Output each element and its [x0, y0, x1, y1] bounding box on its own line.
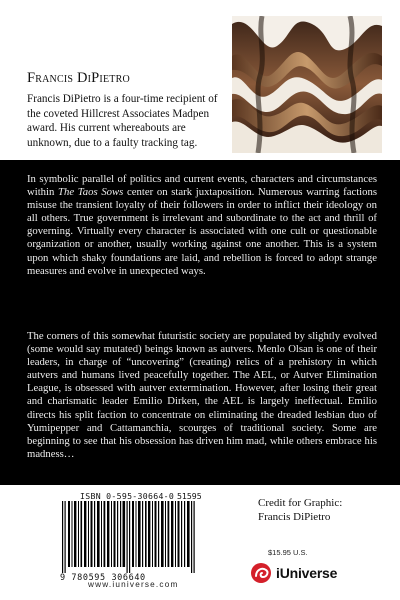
author-bio: Francis DiPietro is a four-time recipient of the coveted Hillcrest Associates Madpen award. His current whereabouts are unknown, due to a faulty tracking tag.: [27, 93, 218, 149]
publisher-website: www.iuniverse.com: [88, 580, 179, 589]
book-title-inline: The Taos Sows: [58, 186, 124, 199]
barcode-icon: [60, 501, 210, 573]
author-section: [0, 0, 400, 160]
price-code: 51595: [177, 491, 202, 501]
price-label: $15.95 U.S.: [268, 548, 308, 557]
synopsis-text: In symbolic parallel of politics and current events, characters and circumstances within: [27, 173, 377, 199]
credit-line-2: Francis DiPietro: [258, 510, 331, 523]
author-name: Francis DiPietro: [27, 70, 130, 86]
credit-line-1: Credit for Graphic:: [258, 497, 343, 509]
graphic-credit: [258, 497, 342, 524]
ean-number: 9 780595 306640: [60, 573, 146, 583]
abstract-art-graphic: [232, 16, 382, 153]
synopsis-text: center on stark juxtaposition. Numerous warring factions misuse the transient loyalty of their followers in order to inflict their ideology on all others. True government is irrelevant and subordinate to the act and thrill of governing. Virtually every character is associated with one cult or questionable organization or another, usually working against one another. This is a system upon which shaky foundations are laid, and rebellion is forced to adopt strange measures and evolve in unexpected ways.: [27, 186, 377, 277]
synopsis-paragraph-1: [27, 173, 377, 278]
swirl-logo-icon: [250, 562, 272, 584]
synopsis-paragraph-2: The corners of this somewhat futuristic society are populated by slightly evolved (some would say mutated) beings known as autvers. Menlo Olsan is one of their leaders, in charge of “uncovering” (creating) relics of a prehistory in which autvers and humans lived peacefully together. The AEL, or Autver Elimination League, is obsessed with autver extermination. However, after losing their great and charismatic leader Emilio Dirken, the AEL is largely ineffectual. Emilio directs his split faction to concentrate on eliminating the dreaded lesbian duo of Yumipepper and Cattamanchia, scourges of traditional society. Some are beginning to see that his obsession has driven him mad, while others embrace his madness…: [27, 330, 377, 460]
synopsis-panel: [0, 160, 400, 485]
isbn-label: ISBN 0-595-30664-0: [80, 491, 175, 501]
publisher-name: iUniverse: [276, 565, 338, 581]
publisher-logo: [250, 561, 337, 585]
cover-artwork: [232, 16, 382, 153]
